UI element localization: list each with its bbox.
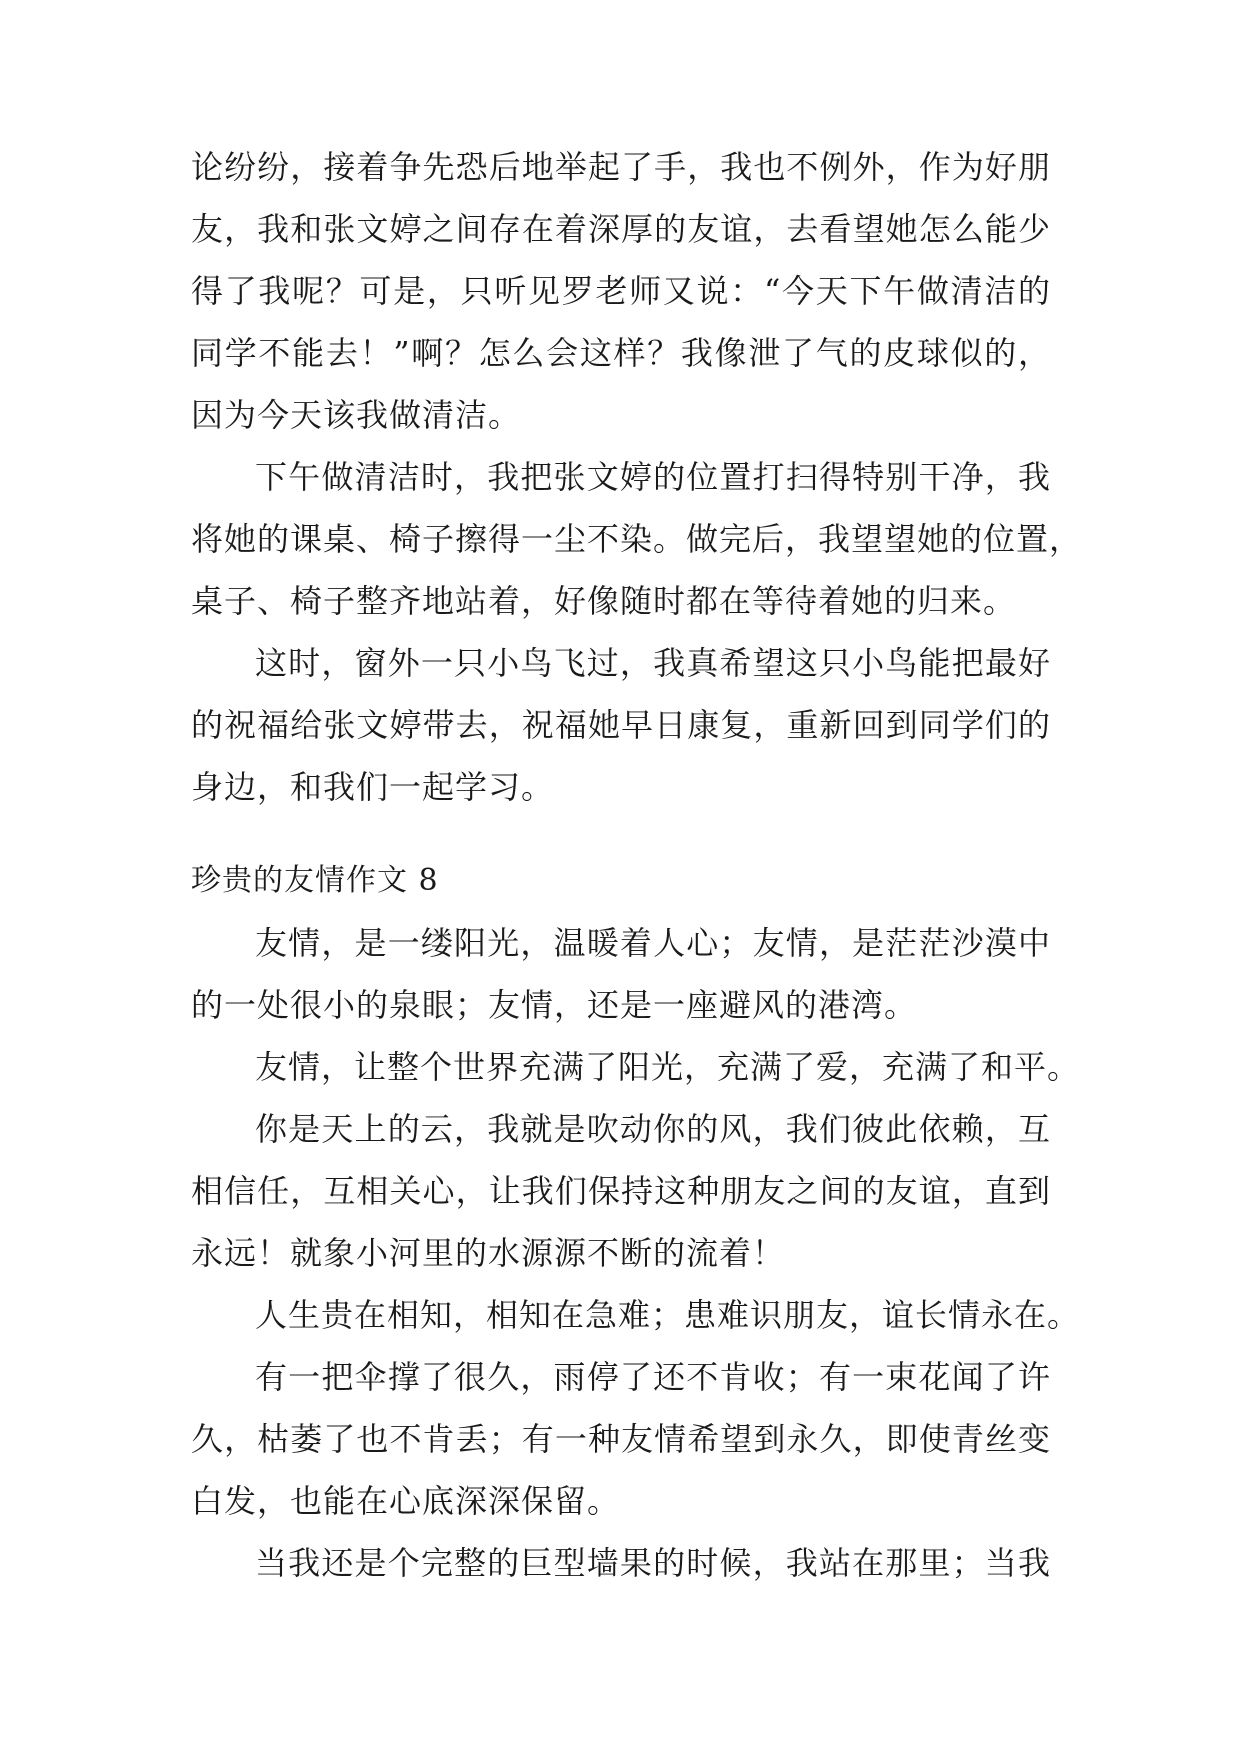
paragraph-2 bbox=[191, 446, 1083, 632]
text-line: 因为今天该我做清洁。 bbox=[191, 396, 522, 434]
text-line: 友情，让整个世界充满了阳光，充满了爱，充满了和平。 bbox=[255, 1048, 1081, 1086]
text-line: 身边，和我们一起学习。 bbox=[191, 768, 555, 806]
text-line: 久，枯萎了也不肯丢；有一种友情希望到永久，即使青丝变 bbox=[191, 1420, 1051, 1458]
text-line: 的一处很小的泉眼；友情，还是一座避风的港湾。 bbox=[191, 986, 918, 1024]
text-line: 友情，是一缕阳光，温暖着人心；友情，是茫茫沙漠中 bbox=[255, 924, 1051, 962]
text-line: 下午做清洁时，我把张文婷的位置打扫得特别干净，我 bbox=[255, 458, 1051, 496]
section-title-block bbox=[191, 850, 1051, 912]
text-line: 你是天上的云，我就是吹动你的风，我们彼此依赖，互 bbox=[255, 1110, 1051, 1148]
text-line: 将她的课桌、椅子擦得一尘不染。做完后，我望望她的位置， bbox=[191, 520, 1083, 558]
section-paragraph-5 bbox=[191, 1346, 1051, 1532]
text-line: 人生贵在相知，相知在急难；患难识朋友，谊长情永在。 bbox=[255, 1296, 1081, 1334]
top-text-block bbox=[191, 136, 1083, 818]
text-line: 友，我和张文婷之间存在着深厚的友谊，去看望她怎么能少 bbox=[191, 210, 1051, 248]
text-line: 论纷纷，接着争先恐后地举起了手，我也不例外，作为好朋 bbox=[191, 148, 1051, 186]
section-paragraph-4 bbox=[191, 1284, 1081, 1346]
paragraph-1 bbox=[191, 136, 1051, 446]
text-line: 同学不能去！”啊？怎么会这样？我像泄了气的皮球似的， bbox=[191, 334, 1051, 372]
text-line: 当我还是个完整的巨型墙果的时候，我站在那里；当我 bbox=[255, 1544, 1051, 1582]
text-line: 桌子、椅子整齐地站着，好像随时都在等待着她的归来。 bbox=[191, 582, 1017, 620]
text-line: 白发，也能在心底深深保留。 bbox=[191, 1482, 621, 1520]
text-line: 这时，窗外一只小鸟飞过，我真希望这只小鸟能把最好 bbox=[255, 644, 1051, 682]
section-paragraph-1 bbox=[191, 912, 1051, 1036]
text-line: 相信任，互相关心，让我们保持这种朋友之间的友谊，直到 bbox=[191, 1172, 1051, 1210]
section-paragraph-2 bbox=[191, 1036, 1081, 1098]
section-title: 珍贵的友情作文 8 bbox=[191, 863, 439, 898]
text-line: 有一把伞撑了很久，雨停了还不肯收；有一束花闻了许 bbox=[255, 1358, 1051, 1396]
text-line: 永远！就象小河里的水源源不断的流着！ bbox=[191, 1234, 786, 1272]
section-paragraph-3 bbox=[191, 1098, 1051, 1284]
paragraph-3 bbox=[191, 632, 1051, 818]
text-line: 得了我呢？可是，只听见罗老师又说：“今天下午做清洁的 bbox=[191, 272, 1051, 310]
section-paragraph-6 bbox=[191, 1532, 1051, 1594]
section-text-block bbox=[191, 912, 1081, 1594]
text-line: 的祝福给张文婷带去，祝福她早日康复，重新回到同学们的 bbox=[191, 706, 1051, 744]
